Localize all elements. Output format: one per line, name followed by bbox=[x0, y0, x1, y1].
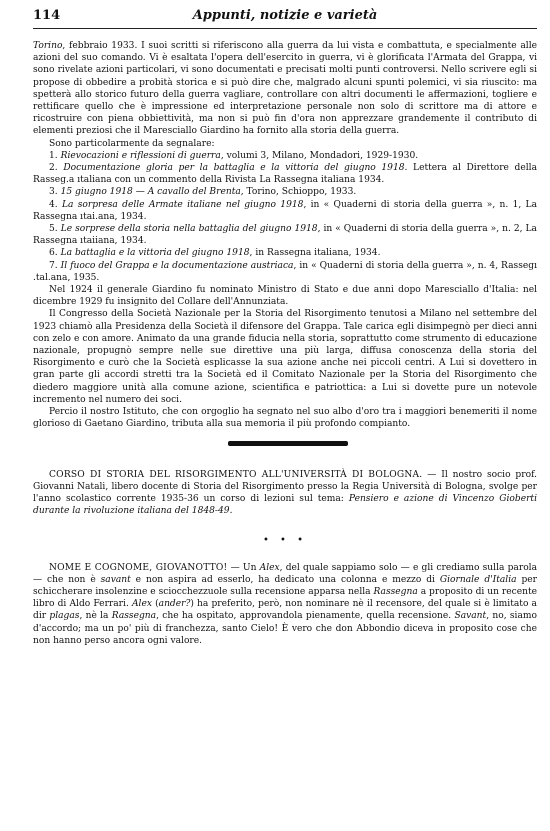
dots-separator: • • • bbox=[262, 535, 308, 547]
page-number: 114 bbox=[33, 8, 61, 23]
running-head: Appunti, notizie e varietà bbox=[192, 8, 378, 23]
publication-item-2: 2. Documentazione gloria per la battaglia e la vittoria del giugno 1918. Lettera al Direttore della Rasseg.a ıtaliana con un commento della Rivista La Rassegna italiana 1934. bbox=[33, 163, 537, 186]
course-theme: Pensiero e azione di Vincenzo Gioberti durante la rivoluzione italiana del 1848-49. bbox=[33, 493, 537, 517]
page-header bbox=[33, 8, 537, 29]
publication-item-7: 7. Il fuoco del Grappa e la documentazione austriaca, in « Quaderni di storia della guerra », n. 4, Rassegı .tal.ana, 1935. bbox=[33, 260, 537, 283]
publications-intro: Sono particolarmente da segnalare: bbox=[49, 138, 215, 149]
page-body bbox=[33, 40, 537, 647]
bologna-course-note: CORSO DI STORIA DEL RISORGIMENTO ALL'UNIVERSITÀ DI BOLOGNA. — Il nostro socio prof. Giovanni Natali, libero docente di Storia del Risorgimento presso la Regia Università di Bologna, svolge per l'anno scolastico corrente 1935-36 un corso di lezioni sul tema: Pensiero e azione di Vincenzo Gioberti durante la rivoluzione italiana del 1848-49. bbox=[33, 469, 538, 517]
nome-cognome-note: NOME E COGNOME, GIOVANOTTO! — Un Alex, del quale sappiamo solo — e gli crediamo sulla parola — che non è savant e non aspira ad esserlo, ha dedicato una colonna e mezzo di Giornale d'Italia per schiccherare insolenzine e sciocchezzuole sulla recensione apparsa nella Rassegna a proposito di un recente libro di Aldo Ferrari. Alex (ander?) ha preferito, però, non nominare nè il recensore, del quale si è limitato a dir plagas, nè la Rassegna, che ha ospitato, approvandola pienamente, quella recensione. Savant, no, siamo d'accordo; ma un po' più di franchezza, santo Cielo! È vero che don Abbondio diceva in proposito cose che non hanno perso ancora ogni valore. bbox=[33, 562, 538, 646]
nome-cognome-heading: NOME E COGNOME, GIOVANOTTO! bbox=[49, 562, 228, 573]
obituary-paragraph-5: Percio il nostro Istituto, che con orgoglio ha segnato nel suo albo d'oro tra i maggiori benemeriti il nome glorioso di Gaetano Giardino, tributa alla sua memoria il più profondo compianto. bbox=[33, 407, 537, 430]
bologna-course-heading: CORSO DI STORIA DEL RISORGIMENTO ALL'UNIVERSITÀ DI BOLOGNA. bbox=[49, 469, 423, 480]
obituary-paragraph-3: Nel 1924 il generale Giardino fu nominato Ministro di Stato e due anni dopo Maresciallo d'Italia: nel dicembre 1929 fu insignito del Collare dell'Annunziata. bbox=[33, 285, 537, 308]
publication-item-4: 4. La sorpresa delle Armate italiane nel giugno 1918, in « Quaderni di storia della guerra », n. 1, La Rassegna ıtai.ana, 1934. bbox=[33, 199, 537, 222]
publication-item-6: 6. La battaglia e la vittoria del giugno 1918, in Rassegna italiana, 1934. bbox=[49, 248, 381, 259]
place-date: Torino bbox=[33, 41, 63, 51]
section-divider bbox=[33, 431, 537, 457]
publication-item-5: 5. Le sorprese della storia nella battaglia del giugno 1918, in « Quaderni di storia della guerra », n. 2, La Rassegna ıtaiiana, 1934. bbox=[33, 224, 537, 247]
publication-item-3: 3. 15 giugno 1918 — A cavallo del Brenta, Torino, Schioppo, 1933. bbox=[49, 187, 357, 198]
obituary-paragraph-1: Torino, febbraio 1933. I suoi scritti si riferiscono alla guerra da lui vista e combattuta, e specialmente alle azioni del suo comando. Vi è esaltata l'opera dell'esercito in guerra, vi è glorificata l'Armata del Grappa, vi sono rivelate azioni particolari, vi sono documentati e precisati molti punti controversi. Nello scrivere egli si propose di obbedire a probità storica e si può dire che, malgrado alcuni spunti polemici, vi sia riuscito: ma spetterà allo storico futuro della guerra vagliare, controllare con altri documenti le affermazioni, togliere e rettificare quello che è impressione ed interpretazione personale non solo di scrittore ma di attore e ricostruire con piena obbiettività, ma non si può fin d'ora non apprezzare grandemente il contributo di elementi preziosi che il Maresciallo Giardino ha fornito alla storia della guerra. bbox=[33, 41, 537, 137]
divider-rule bbox=[228, 441, 348, 446]
obituary-paragraph-4: Il Congresso della Società Nazionale per la Storia del Risorgimento tenutosi a Milano nel settembre del 1923 chiamò alla Presidenza della Società il difensore del Grappa. Tale carica egli disimpegnò per dieci anni con zelo e con amore. Animato da una grande fiducia nella storia, soprattutto come strumento di educazione nazionale, propugnò sempre nelle sue direttive una più larga, diffusa conoscenza della storia del Risorgimento e curò che la Società esplicasse la sua azione anche nei piccoli centri. A Lui si dovettero in gran parte gli accordi stretti tra la Società ed il Comitato Nazionale per la Storia del Risorgimento che diedero maggiore unità alla comune azione, scientifica e patriottica: a Lui si dovette pure un notevole incremento nel numero dei soci. bbox=[33, 309, 537, 405]
publication-item-1: 1. Rievocazioni e riflessioni di guerra, volumi 3, Milano, Mondadori, 1929-1930. bbox=[49, 150, 419, 161]
